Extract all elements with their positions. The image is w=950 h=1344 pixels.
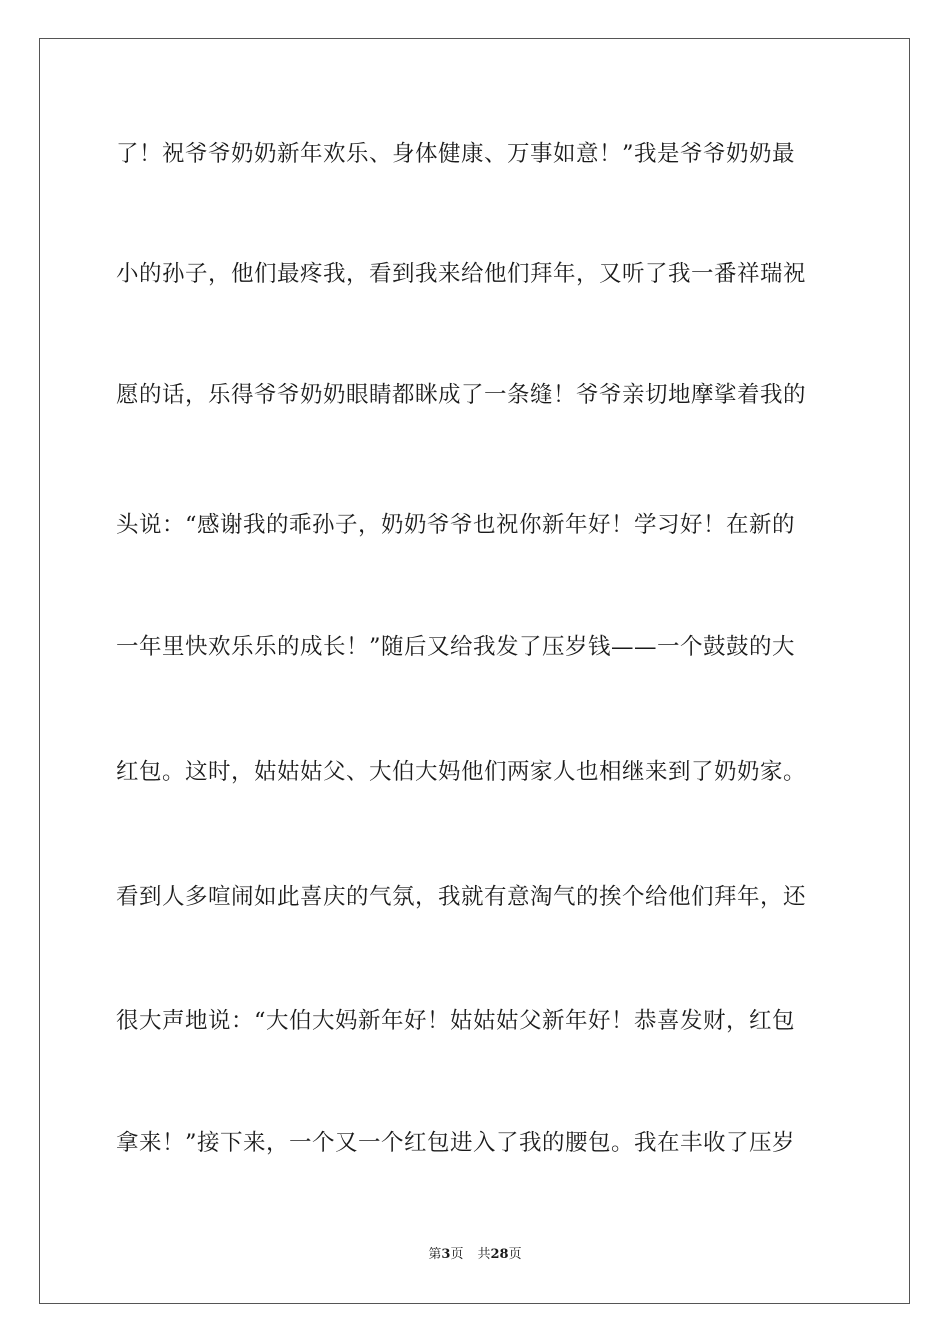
total-pages: 28	[490, 1247, 509, 1262]
total-prefix: 共	[477, 1247, 491, 1262]
page-prefix: 第	[428, 1247, 442, 1262]
text-line: 拿来！”接下来，一个又一个红包进入了我的腰包。我在丰收了压岁	[116, 1130, 796, 1156]
text-line: 很大声地说：“大伯大妈新年好！姑姑姑父新年好！恭喜发财，红包	[116, 1008, 796, 1034]
text-line: 一年里快欢乐乐的成长！”随后又给我发了压岁钱——一个鼓鼓的大	[116, 634, 796, 660]
text-line: 了！祝爷爷奶奶新年欢乐、身体健康、万事如意！”我是爷爷奶奶最	[116, 141, 796, 167]
page-footer	[0, 1246, 950, 1264]
page-suffix: 页	[450, 1247, 464, 1262]
text-line: 小的孙子，他们最疼我，看到我来给他们拜年，又听了我一番祥瑞祝	[116, 261, 807, 287]
text-line: 愿的话，乐得爷爷奶奶眼睛都眯成了一条缝！爷爷亲切地摩挲着我的	[116, 382, 807, 408]
text-line: 头说：“感谢我的乖孙子，奶奶爷爷也祝你新年好！学习好！在新的	[116, 512, 796, 538]
text-line: 红包。这时，姑姑姑父、大伯大妈他们两家人也相继来到了奶奶家。	[116, 759, 807, 785]
page-number: 3	[441, 1247, 451, 1262]
page-border	[39, 38, 910, 1304]
text-line: 看到人多喧闹如此喜庆的气氛，我就有意淘气的挨个给他们拜年，还	[116, 884, 807, 910]
total-suffix: 页	[508, 1247, 522, 1262]
